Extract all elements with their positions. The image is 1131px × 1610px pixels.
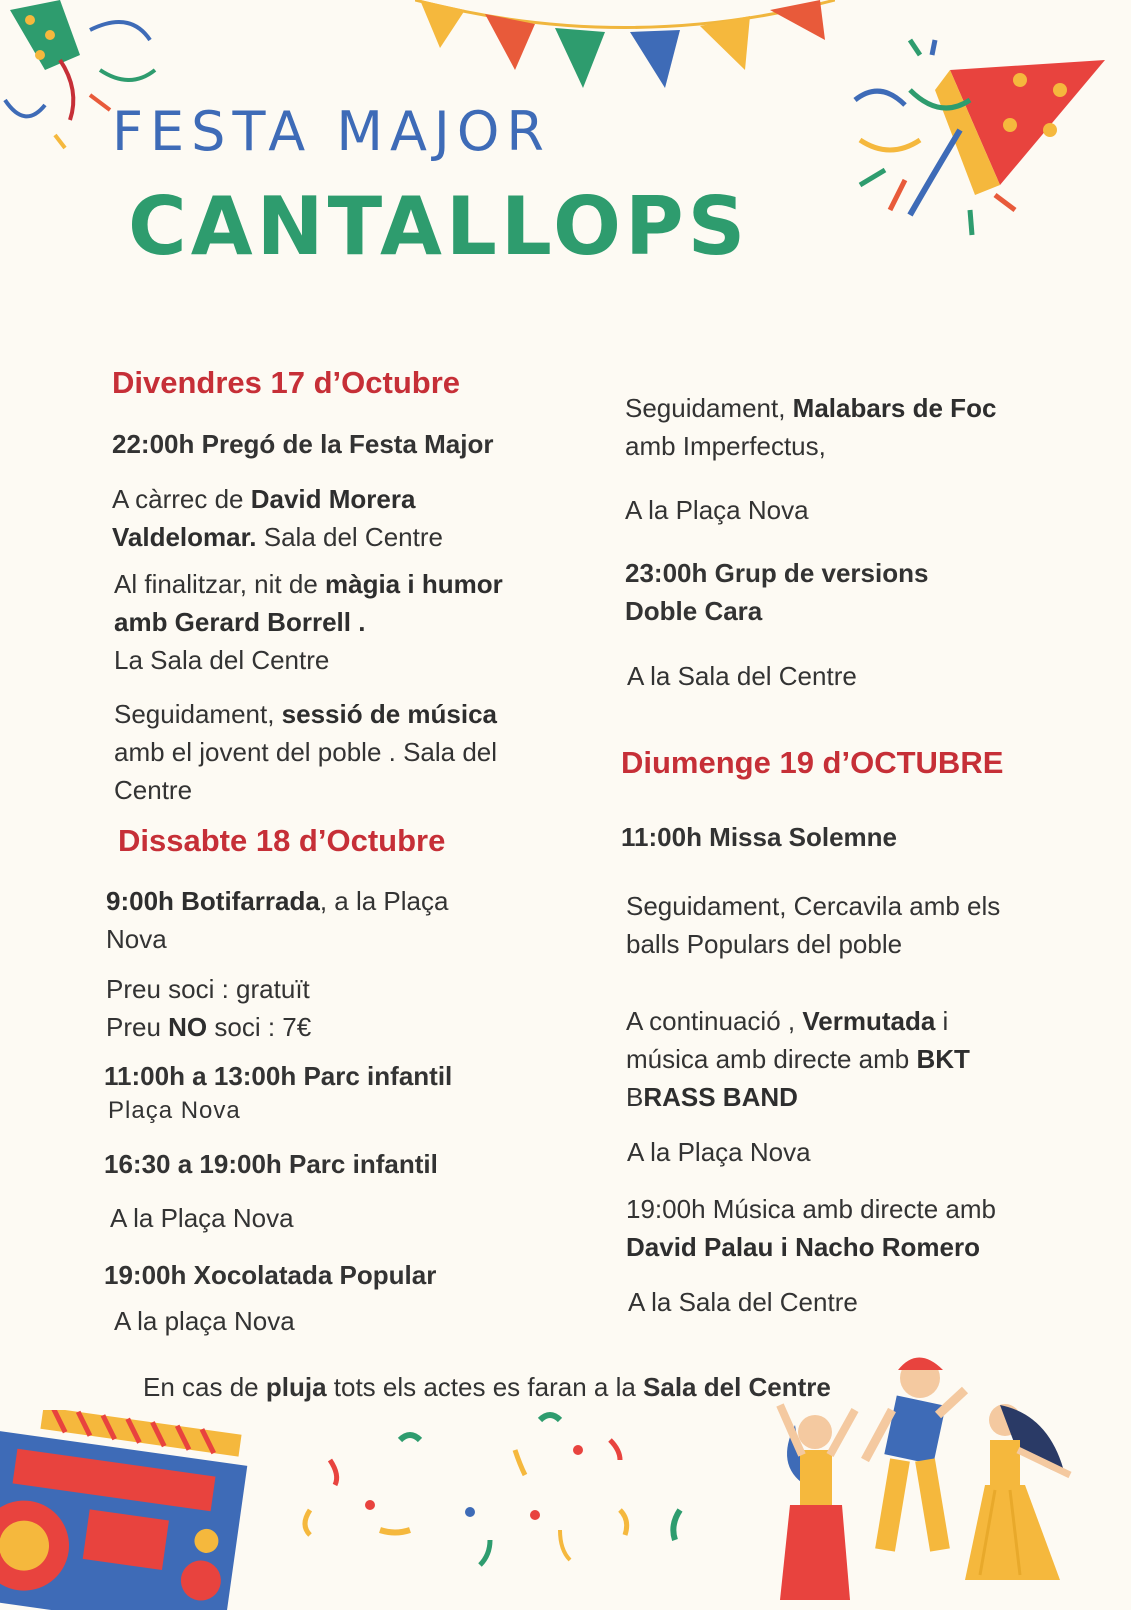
dancers-icon — [770, 1350, 1110, 1600]
bunting-icon — [415, 0, 835, 100]
saturday-event-2-place: Plaça Nova — [108, 1097, 241, 1124]
event-title: CANTALLOPS — [128, 180, 750, 273]
sunday-heading: Diumenge 19 d’OCTUBRE — [621, 745, 1004, 780]
saturday-event-4: 19:00h Xocolatada Popular — [104, 1260, 437, 1290]
friday-event-2: A càrrec de David Morera Valdelomar. Sala del Centre — [112, 484, 443, 552]
boombox-icon — [0, 1410, 260, 1610]
saturday-event-6-place: A la Sala del Centre — [627, 661, 857, 691]
friday-event-1: 22:00h Pregó de la Festa Major — [112, 429, 494, 459]
sunday-event-3: A continuació , Vermutada i música amb directe amb BKT BRASS BAND — [626, 1006, 970, 1112]
saturday-heading: Dissabte 18 d’Octubre — [118, 823, 446, 858]
saturday-prices: Preu soci : gratuït Preu NO soci : 7€ — [106, 974, 312, 1042]
rain-notice: En cas de pluja tots els actes es faran a la Sala del Centre — [143, 1372, 831, 1402]
sunday-event-3-place: A la Plaça Nova — [627, 1137, 811, 1167]
saturday-event-5-place: A la Plaça Nova — [625, 495, 809, 525]
saturday-event-4-place: A la plaça Nova — [114, 1306, 295, 1336]
friday-event-3: Al finalitzar, nit de màgia i humor amb Gerard Borrell . La Sala del Centre — [114, 569, 503, 675]
saturday-event-5: Seguidament, Malabars de Foc amb Imperfectus, — [625, 393, 997, 461]
saturday-event-6: 23:00h Grup de versions Doble Cara — [625, 558, 929, 626]
saturday-event-2: 11:00h a 13:00h Parc infantil — [104, 1061, 453, 1091]
sunday-event-1: 11:00h Missa Solemne — [621, 822, 898, 852]
party-horn-icon — [850, 30, 1110, 250]
confetti-icon — [290, 1400, 710, 1600]
sunday-event-2: Seguidament, Cercavila amb els balls Populars del poble — [626, 891, 1001, 959]
event-subtitle: FESTA MAJOR — [112, 100, 551, 163]
saturday-event-3: 16:30 a 19:00h Parc infantil — [104, 1149, 438, 1179]
sunday-event-4-place: A la Sala del Centre — [628, 1287, 858, 1317]
saturday-event-3-place: A la Plaça Nova — [110, 1203, 294, 1233]
friday-event-4: Seguidament, sessió de música amb el jovent del poble . Sala del Centre — [114, 699, 498, 805]
saturday-event-1: 9:00h Botifarrada, a la Plaça Nova — [106, 886, 449, 954]
friday-heading: Divendres 17 d’Octubre — [112, 365, 461, 400]
sunday-event-4: 19:00h Música amb directe amb David Palau i Nacho Romero — [626, 1194, 996, 1262]
